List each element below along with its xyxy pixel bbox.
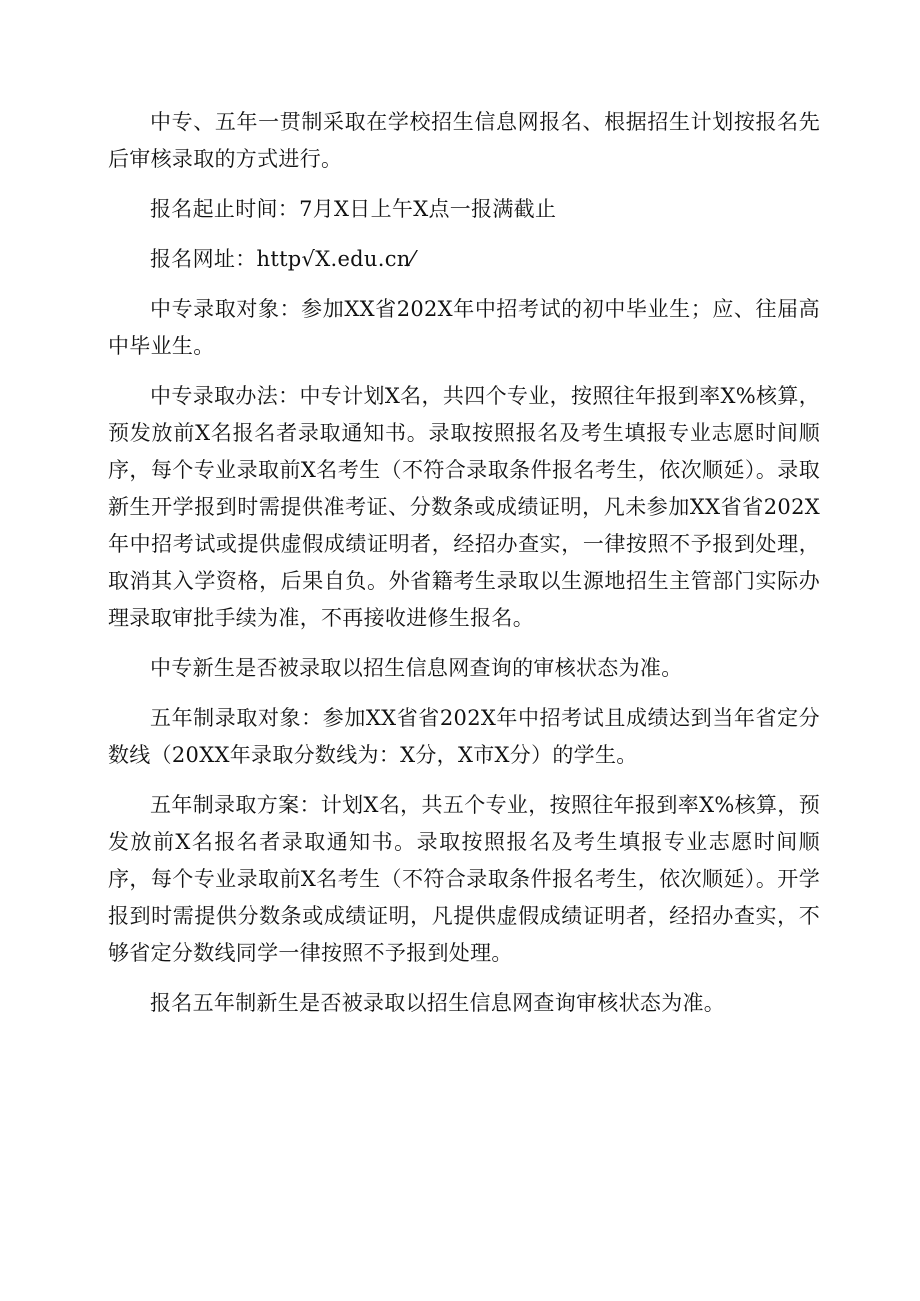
document-page (108, 104, 820, 1035)
paragraph-method: 中专、五年一贯制采取在学校招生信息网报名、根据招生计划按报名先后审核录取的方式进行。 (108, 110, 820, 171)
paragraph-five-year-plan: 五年制录取方案：计划X名，共五个专业，按照往年报到率X%核算，预发放前X名报名者录取通知书。录取按照报名及考生填报专业志愿时间顺序，每个专业录取前X名考生（不符合录取条件报名考生，依次顺延）。开学报到时需提供分数条或成绩证明，凡提供虚假成绩证明者，经招办查实，不够省定分数线同学一律按照不予报到处理。 (108, 793, 820, 965)
paragraph-registration-time: 报名起止时间：7月X日上午X点一报满截止 (150, 197, 557, 221)
paragraph-five-year-status: 报名五年制新生是否被录取以招生信息网查询审核状态为准。 (150, 991, 726, 1015)
paragraph-five-year-target: 五年制录取对象：参加XX省省202X年中招考试且成绩达到当年省定分数线（20XX年录取分数线为：X分，X市X分）的学生。 (108, 706, 820, 767)
paragraph-secondary-status: 中专新生是否被录取以招生信息网查询的审核状态为准。 (150, 656, 683, 680)
paragraph-secondary-admission-target: 中专录取对象：参加XX省202X年中招考试的初中毕业生；应、往届高中毕业生。 (108, 297, 820, 358)
paragraph-registration-url: 报名网址：http√X.edu.cn⁄ (150, 247, 415, 271)
paragraph-secondary-admission-method: 中专录取办法：中专计划X名，共四个专业，按照往年报到率X%核算，预发放前X名报名者录取通知书。录取按照报名及考生填报专业志愿时间顺序，每个专业录取前X名考生（不符合录取条件报名考生，依次顺延）。录取新生开学报到时需提供准考证、分数条或成绩证明，凡未参加XX省省202X年中招考试或提供虚假成绩证明者，经招办查实，一律按照不予报到处理，取消其入学资格，后果自负。外省籍考生录取以生源地招生主管部门实际办理录取审批手续为准，不再接收进修生报名。 (108, 384, 820, 630)
